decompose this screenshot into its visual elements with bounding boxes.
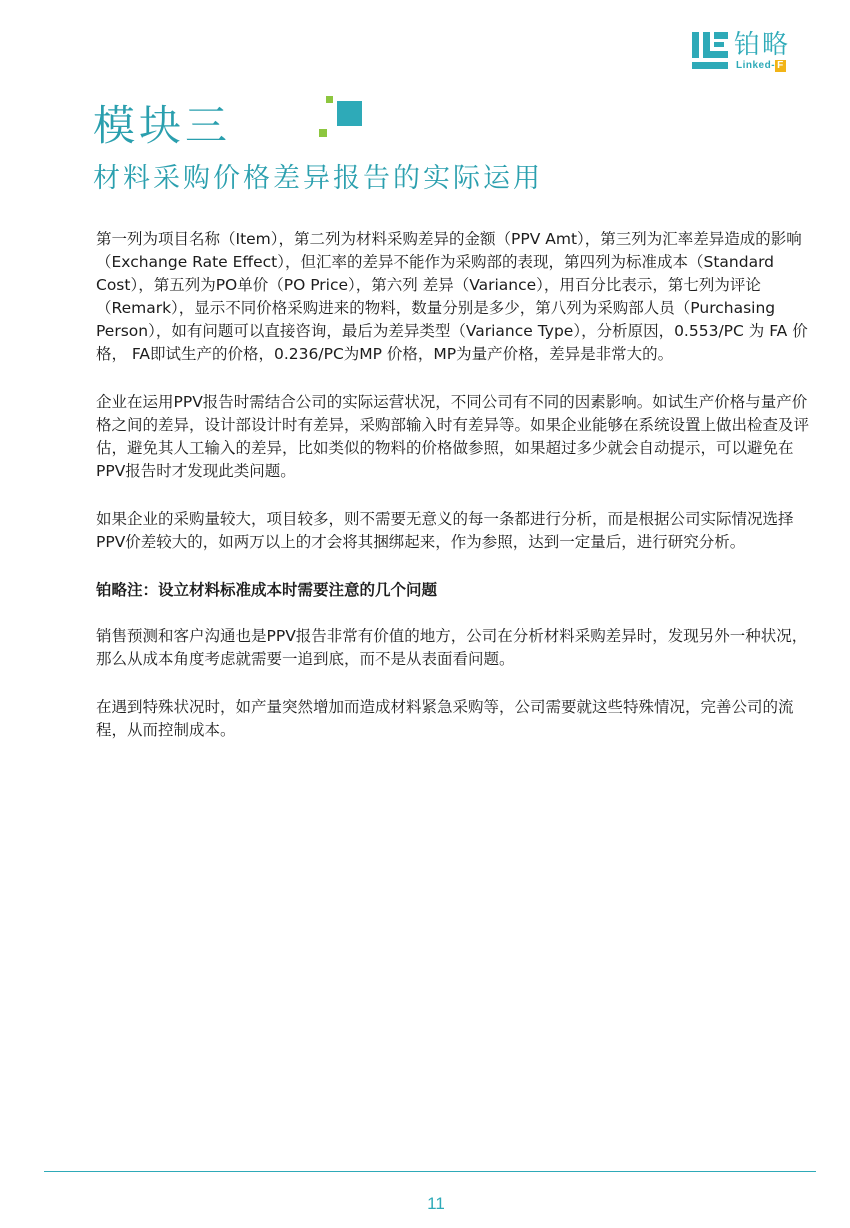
paragraph: 企业在运用PPV报告时需结合公司的实际运营状况，不同公司有不同的因素影响。如试生产价格与量产价格之间的差异，设计部设计时有差异，采购部输入时有差异等。如果企业能够在系统设置上做出检查及评估，避免其人工输入的差异，比如类似的物料的价格做参照，如果超过多少就会自动提示，可以避免在PPV报告时才发现此类问题。 <box>96 393 810 480</box>
brand-logo <box>692 30 812 75</box>
page-title: 模块三 <box>93 101 232 150</box>
logo-brand-en: Linked- F <box>736 60 784 71</box>
paragraph: 第一列为项目名称（Item），第二列为材料采购差异的金额（PPV Amt），第三列为汇率差异造成的影响（Exchange Rate Effect），但汇率的差异不能作为采购部的表现，第四列为标准成本（Standard Cost），第五列为PO单价（PO Price），第六列 差异（Variance），用百分比表示，第七列为评论（Remark），显示不同价格采购进来的物料，数量分别是多少，第八列为采购部人员（Purchasing Person），如有问题可以直接咨询，最后为差异类型（Variance Type），分析原因，0.553/PC 为 FA 价格， FA即试生产的价格，0.236/PC为MP 价格，MP为量产价格，差异是非常大的。 <box>96 230 808 363</box>
logo-mark-icon <box>692 32 728 70</box>
page-number: 11 <box>427 1194 445 1213</box>
body-text <box>96 228 812 767</box>
logo-brand-en-suffix: F <box>777 60 784 71</box>
logo-brand-cn: 铂略 <box>734 30 791 60</box>
paragraph: 如果企业的采购量较大，项目较多，则不需要无意义的每一条都进行分析，而是根据公司实际情况选择PPV价差较大的，如两万以上的才会将其捆绑起来，作为参照，达到一定量后，进行研究分析。 <box>96 510 794 551</box>
note-heading: 铂略注：设立材料标准成本时需要注意的几个问题 <box>96 581 438 599</box>
paragraph: 销售预测和客户沟通也是PPV报告非常有价值的地方，公司在分析材料采购差异时，发现另外一种状况，那么从成本角度考虑就需要一追到底，而不是从表面看问题。 <box>96 627 808 668</box>
decorative-squares-icon <box>316 96 366 142</box>
page-subtitle: 材料采购价格差异报告的实际运用 <box>93 163 543 194</box>
paragraph: 在遇到特殊状况时，如产量突然增加而造成材料紧急采购等，公司需要就这些特殊情况，完善公司的流程，从而控制成本。 <box>96 698 794 739</box>
footer-divider <box>44 1171 816 1172</box>
